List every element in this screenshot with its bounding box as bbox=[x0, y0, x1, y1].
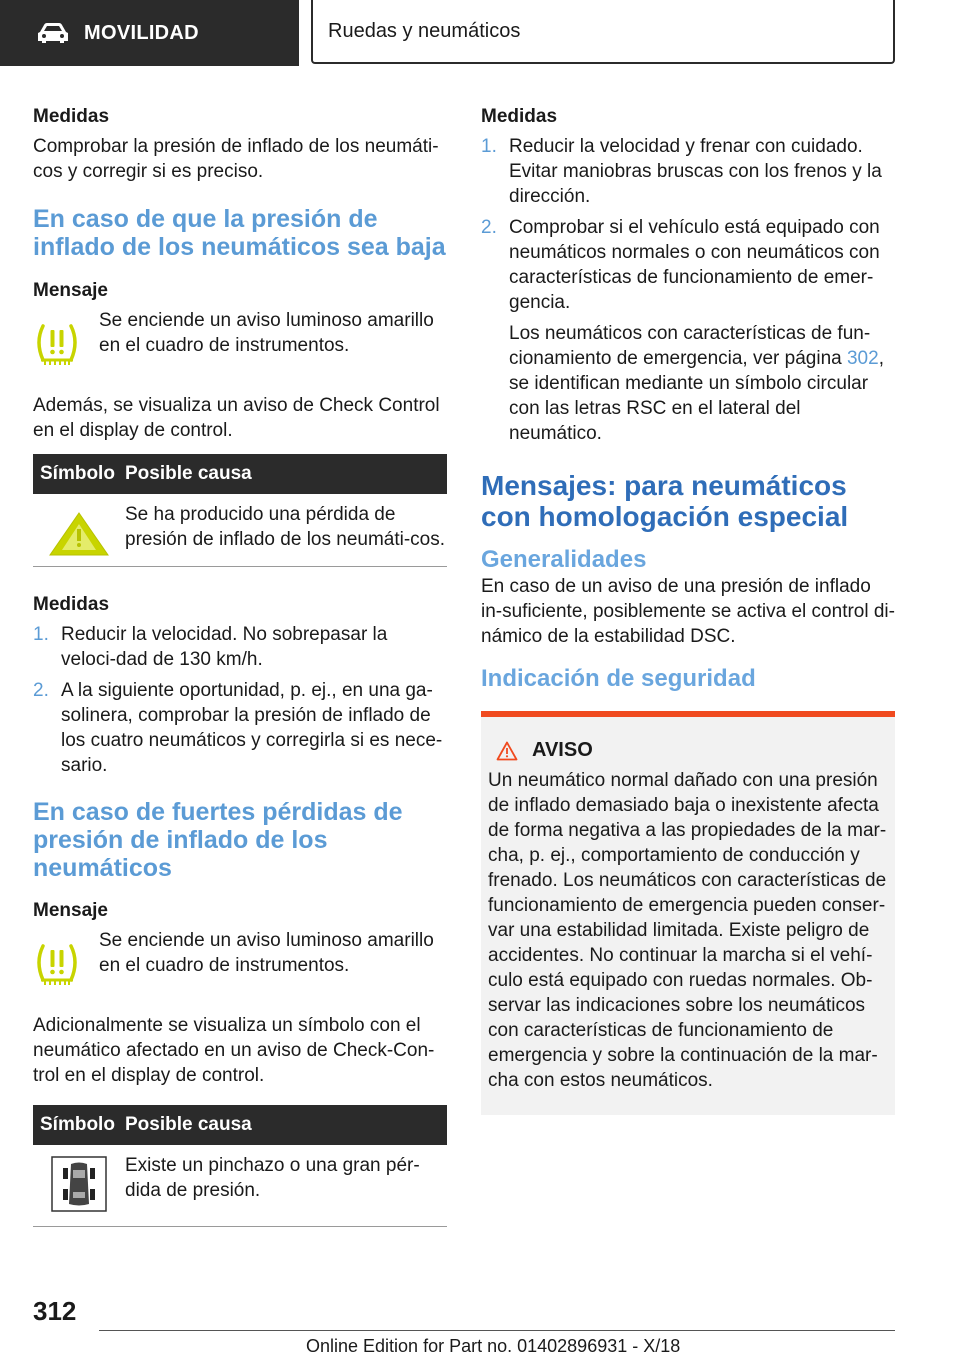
cause-text: Se ha producido una pérdida de presión de inflado de los neumáti-cos. bbox=[125, 504, 446, 550]
symbol-table-1 bbox=[33, 454, 447, 567]
measures-list-2 bbox=[481, 134, 895, 315]
measures-heading-2: Medidas bbox=[33, 594, 110, 615]
column-header-cause: Posible causa bbox=[125, 1114, 252, 1135]
section-special-tires-title: Mensajes: para neumáticos con homologación especial bbox=[481, 470, 849, 532]
warning-triangle-icon bbox=[47, 510, 111, 558]
column-header-cause: Posible causa bbox=[125, 463, 252, 484]
table-header bbox=[33, 454, 447, 494]
list-item: 2. A la siguiente oportunidad, p. ej., en una ga-solinera, comprobar la presión de inflado de los cuatro neumáticos y corregirla si es nece-sario. bbox=[33, 680, 443, 776]
table-row bbox=[33, 1145, 447, 1227]
right-column bbox=[481, 100, 895, 1115]
measures-text: Comprobar la presión de inflado de los neumáti-cos y corregir si es preciso. bbox=[33, 136, 439, 182]
car-tire-position-icon bbox=[51, 1156, 107, 1212]
warning-triangle-icon bbox=[496, 741, 518, 761]
page-number: 312 bbox=[33, 1296, 77, 1326]
check-control-text: Además, se visualiza un aviso de Check Control en el display de control. bbox=[33, 395, 440, 441]
list-item: 1. Reducir la velocidad y frenar con cuidado. Evitar maniobras bruscas con los frenos y la dirección. bbox=[481, 136, 882, 207]
warning-box bbox=[481, 711, 895, 1115]
message-row bbox=[33, 308, 447, 373]
generalities-heading: Generalidades bbox=[481, 546, 647, 573]
symbol-display-text: Adicionalmente se visualiza un símbolo con el neumático afectado en un aviso de Check-Con-trol en el display de control. bbox=[33, 1015, 435, 1086]
edition-text: Online Edition for Part no. 01402896931 - X/18 bbox=[306, 1336, 681, 1356]
tire-pressure-warning-icon bbox=[33, 942, 81, 988]
section-low-pressure-title: En caso de que la presión de inflado de los neumáticos sea baja bbox=[33, 205, 446, 261]
warning-label: AVISO bbox=[532, 739, 593, 761]
left-column bbox=[33, 100, 447, 1227]
chapter-title: Ruedas y neumáticos bbox=[328, 19, 521, 42]
message-text-2: Se enciende un aviso luminoso amarillo en el cuadro de instrumentos. bbox=[99, 930, 434, 976]
section-title: MOVILIDAD bbox=[84, 21, 199, 44]
list-item: 1. Reducir la velocidad. No sobrepasar la veloci-dad de 130 km/h. bbox=[33, 624, 388, 670]
table-row bbox=[33, 494, 447, 567]
footer-divider bbox=[99, 1330, 895, 1331]
warning-text: Un neumático normal dañado con una presión de inflado demasiado baja o inexistente afecta de forma negativa a las propiedades de la mar-cha, p. ej., comportamiento de conducción y frenado. Los neumáticos con características de funcionamiento de emergencia pueden conser-var una estabilidad limitada. Existe peligro de accidentes. No continuar la marcha si el vehí-culo está equipado con ruedas normales. Ob-servar las indicaciones sobre los neumáticos con características de funcionamiento de emergencia y sobre la continuación de la mar-cha con estos neumáticos. bbox=[488, 770, 887, 1091]
section-tab bbox=[0, 0, 299, 66]
measures-heading-3: Medidas bbox=[481, 106, 558, 127]
measures-list-1 bbox=[33, 622, 447, 778]
message-heading: Mensaje bbox=[33, 280, 108, 301]
tire-pressure-warning-icon bbox=[33, 322, 81, 368]
section-strong-loss-title: En caso de fuertes pérdidas de presión de inflado de los neumáticos bbox=[33, 798, 403, 882]
message-row-2 bbox=[33, 928, 447, 993]
message-heading-2: Mensaje bbox=[33, 900, 108, 921]
list-item: 2. Comprobar si el vehículo está equipado con neumáticos normales o con neumáticos con características de funcionamiento de emer-gencia. bbox=[481, 217, 880, 313]
column-header-symbol: Símbolo bbox=[40, 463, 115, 484]
warning-header bbox=[488, 739, 888, 762]
table-header bbox=[33, 1105, 447, 1145]
generalities-text: En caso de un aviso de una presión de inflado in-suficiente, posiblemente se activa el control di-námico de la estabilidad DSC. bbox=[481, 576, 895, 647]
car-icon bbox=[36, 22, 70, 44]
rsc-note: Los neumáticos con características de fun-cionamiento de emergencia, ver página 302, se identifican mediante un símbolo circular con las letras RSC en el lateral del neumático. bbox=[509, 323, 884, 444]
column-header-symbol: Símbolo bbox=[40, 1114, 115, 1135]
page-link[interactable]: 302 bbox=[846, 348, 879, 369]
symbol-table-2 bbox=[33, 1105, 447, 1227]
message-text: Se enciende un aviso luminoso amarillo en el cuadro de instrumentos. bbox=[99, 310, 434, 356]
safety-heading: Indicación de seguridad bbox=[481, 665, 756, 692]
chapter-tab bbox=[311, 0, 895, 64]
measures-heading: Medidas bbox=[33, 106, 110, 127]
cause-text: Existe un pinchazo o una gran pér-dida de presión. bbox=[125, 1155, 420, 1201]
